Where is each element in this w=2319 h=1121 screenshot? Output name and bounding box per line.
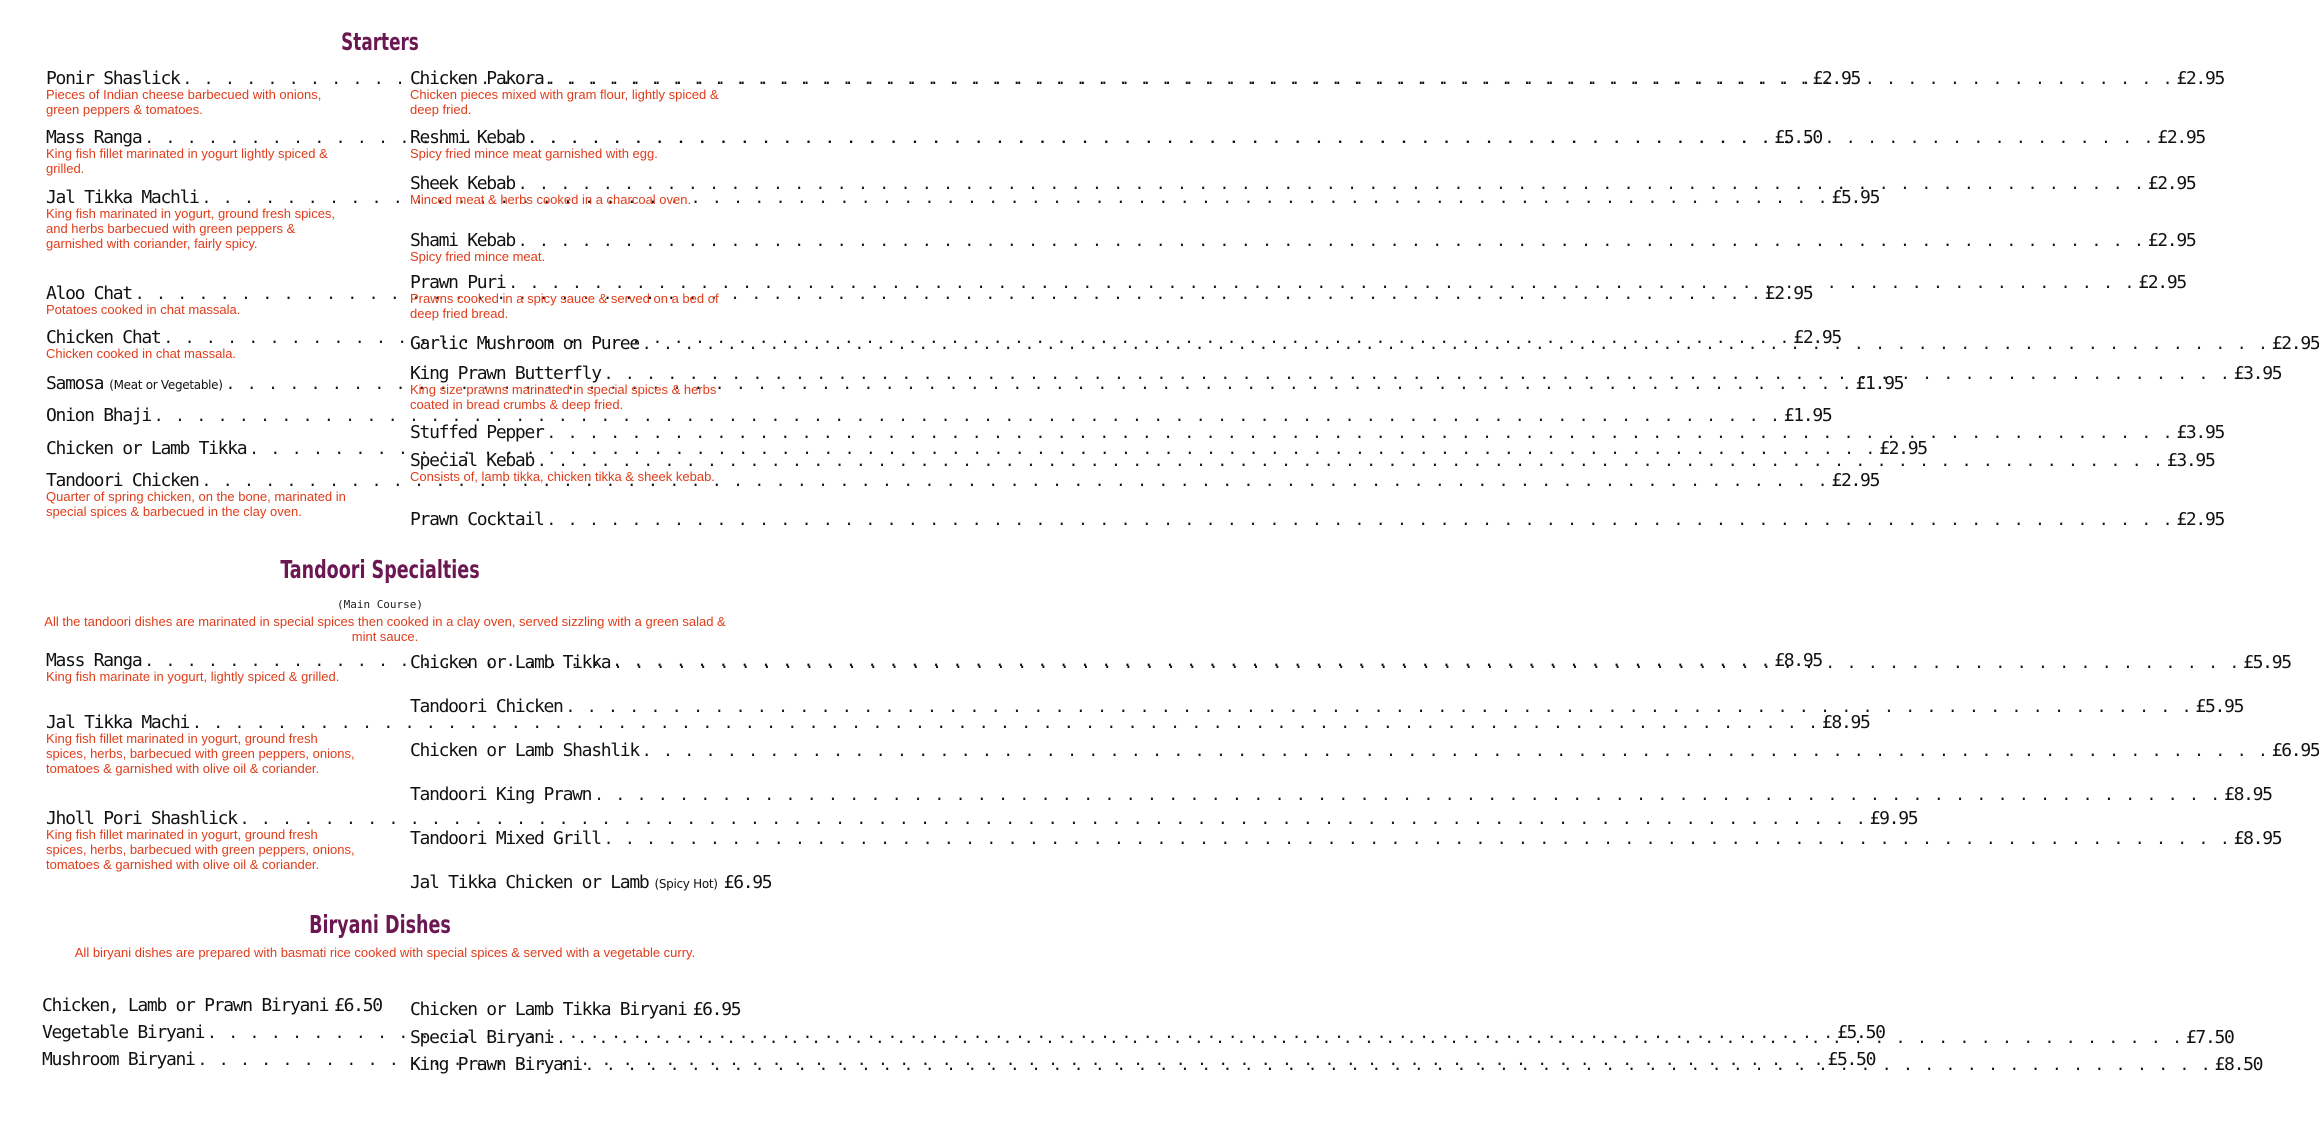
menu-item-price: £2.95 xyxy=(2271,333,2319,354)
menu-item xyxy=(410,230,2196,264)
menu-item-name: Tandoori Mixed Grill xyxy=(410,828,601,849)
menu-item-name: Mushroom Biryani xyxy=(42,1049,195,1070)
menu-item-price: £6.95 xyxy=(723,872,772,893)
menu-item-row xyxy=(410,422,2225,443)
dot-leader xyxy=(518,231,2145,250)
menu-item-price: £2.95 xyxy=(1812,68,1861,89)
menu-item-row xyxy=(46,405,1832,426)
dot-leader xyxy=(604,364,2231,383)
menu-item-row xyxy=(410,999,741,1020)
menu-item-row xyxy=(410,173,2196,194)
dot-leader xyxy=(613,653,2240,672)
menu-item-row xyxy=(410,272,2186,293)
menu-item-row xyxy=(46,712,1870,733)
menu-item-price: £2.95 xyxy=(2176,68,2225,89)
tandoori-heading: Tandoori Specialties xyxy=(280,555,480,584)
menu-item-name: Tandoori Chicken xyxy=(410,696,563,717)
menu-item-name: King Prawn Butterfly xyxy=(410,363,601,384)
dot-leader xyxy=(547,423,2174,442)
menu-item xyxy=(410,333,2319,354)
dot-leader xyxy=(537,451,2164,470)
dot-leader xyxy=(508,273,2135,292)
menu-item-price: £8.95 xyxy=(2233,828,2282,849)
menu-item-row xyxy=(410,784,2272,805)
menu-item-description: King size prawns marinated in special spices & herbs coated in bread crumbs & deep fried. xyxy=(410,382,717,412)
menu-item-price: £5.95 xyxy=(1831,187,1880,208)
menu-item xyxy=(46,438,1927,459)
menu-item xyxy=(410,784,2272,805)
menu-item-price: £3.95 xyxy=(2176,422,2225,443)
menu-item-description: King fish marinated in yogurt, ground fresh spices, and herbs barbecued with green peppers & garnished with coriander, fairly spicy. xyxy=(46,206,336,251)
menu-item-name: Jal Tikka Chicken or Lamb xyxy=(410,872,649,893)
biryani-intro: All biryani dishes are prepared with basmati rice cooked with special spices & served with a vegetable curry. xyxy=(74,945,696,960)
menu-item-description: Consists of, lamb tikka, chicken tikka & sheek kebab. xyxy=(410,469,715,484)
menu-item-row xyxy=(46,283,1813,304)
menu-item-price: £1.95 xyxy=(1855,373,1904,394)
menu-item-row xyxy=(410,68,2225,89)
menu-item-description: Pieces of Indian cheese barbecued with onions, green peppers & tomatoes. xyxy=(46,87,322,117)
menu-item-description: Spicy fried mince meat. xyxy=(410,249,546,264)
menu-item-name: Reshmi Kebab xyxy=(410,127,525,148)
menu-item-price: £8.95 xyxy=(1821,712,1870,733)
menu-item-description: Minced meat & herbs cooked in a charcoal oven. xyxy=(410,192,692,207)
menu-item xyxy=(410,696,2244,717)
dot-leader xyxy=(547,69,2174,88)
dot-leader xyxy=(518,174,2145,193)
menu-item-price: £2.95 xyxy=(1879,438,1927,459)
menu-item-price: £5.50 xyxy=(1774,127,1822,148)
starters-heading: Starters xyxy=(341,28,419,56)
dot-leader xyxy=(594,785,2221,804)
menu-item-name: Tandoori King Prawn xyxy=(410,784,592,805)
menu-item-price: £3.95 xyxy=(2166,450,2215,471)
dot-leader xyxy=(642,334,2269,353)
menu-item-row xyxy=(410,230,2196,251)
menu-item-name: Chicken Pakora xyxy=(410,68,544,89)
menu-item-name: Chicken Chat xyxy=(46,327,161,348)
menu-item-description: Quarter of spring chicken, on the bone, marinated in special spices & barbecued in the clay oven. xyxy=(46,489,346,519)
menu-item-price: £1.95 xyxy=(1783,405,1832,426)
menu-item-price: £2.95 xyxy=(1764,283,1813,304)
menu-item xyxy=(410,272,2186,321)
menu-item-price: £2.95 xyxy=(2147,230,2196,251)
menu-item-name: Aloo Chat xyxy=(46,283,132,304)
menu-item-name: Shami Kebab xyxy=(410,230,515,251)
menu-item xyxy=(410,422,2225,443)
menu-item-price: £6.50 xyxy=(334,995,382,1016)
menu-item-name: Onion Bhaji xyxy=(46,405,151,426)
dot-leader xyxy=(604,829,2231,848)
menu-item-price: £5.50 xyxy=(1827,1049,1876,1070)
menu-item-name: Jal Tikka Machli xyxy=(46,187,199,208)
menu-item-name: Vegetable Biryani xyxy=(42,1022,205,1043)
dot-leader xyxy=(566,697,2193,716)
menu-item-description: Chicken cooked in chat massala. xyxy=(46,346,237,361)
dot-leader xyxy=(556,1028,2183,1047)
menu-item-name: Prawn Cocktail xyxy=(410,509,544,530)
menu-item-name: Prawn Puri xyxy=(410,272,506,293)
menu-item-description: Chicken pieces mixed with gram flour, lightly spiced & deep fried. xyxy=(410,87,719,117)
menu-item-price: £2.95 xyxy=(2157,127,2205,148)
menu-item-price: £6.95 xyxy=(692,999,741,1020)
menu-item-description: King fish marinate in yogurt, lightly spiced & grilled. xyxy=(46,669,340,684)
menu-item-name: Special Biryani xyxy=(410,1027,554,1048)
menu-item-name: Mass Ranga xyxy=(46,127,142,148)
menu-item-price: £5.95 xyxy=(2243,652,2291,673)
menu-item-price: £5.95 xyxy=(2195,696,2244,717)
menu-item-name: Special Kebab xyxy=(410,450,534,471)
tandoori-subtitle: (Main Course) xyxy=(336,598,424,611)
menu-item-price: £9.95 xyxy=(1869,808,1918,829)
menu-item-name: Chicken, Lamb or Prawn Biryani xyxy=(42,995,329,1016)
menu-item-price: £2.95 xyxy=(1793,327,1841,348)
menu-item-row xyxy=(46,808,1918,829)
menu-item-price: £7.50 xyxy=(2185,1027,2234,1048)
menu-item-name: Stuffed Pepper xyxy=(410,422,544,443)
menu-item-description: Spicy fried mince meat garnished with egg. xyxy=(410,146,658,161)
menu-item xyxy=(410,872,772,893)
menu-item xyxy=(410,999,741,1020)
menu-item-price: £8.50 xyxy=(2214,1054,2263,1075)
menu-item xyxy=(42,995,382,1016)
menu-item-row xyxy=(410,828,2282,849)
menu-item-description: King fish fillet marinated in yogurt, ground fresh spices, herbs, barbecued with green peppers, onions, tomatoes & garnished with olive oil & coriander. xyxy=(46,731,355,776)
menu-item-note: (Meat or Vegetable) xyxy=(109,378,223,392)
menu-item-name: Garlic Mushroom on Puree xyxy=(410,333,639,354)
menu-item-name: King Prawn Biryani xyxy=(410,1054,582,1075)
menu-item-name: Chicken or Lamb Tikka xyxy=(410,652,611,673)
menu-item-description: King fish fillet marinated in yogurt, ground fresh spices, herbs, barbecued with green peppers, onions, tomatoes & garnished with olive oil & coriander. xyxy=(46,827,355,872)
menu-item xyxy=(410,828,2282,849)
menu-item-price: £2.95 xyxy=(2176,509,2225,530)
menu-item-price: £3.95 xyxy=(2233,363,2282,384)
dot-leader xyxy=(240,809,1867,828)
biryani-heading: Biryani Dishes xyxy=(309,910,451,939)
dot-leader xyxy=(527,128,2154,147)
menu-item-name: Sheek Kebab xyxy=(410,173,515,194)
menu-item-name: Chicken or Lamb Tikka xyxy=(46,438,247,459)
menu-item-name: Mass Ranga xyxy=(46,650,142,671)
menu-item-row xyxy=(42,995,382,1016)
menu-item-price: £5.50 xyxy=(1836,1022,1885,1043)
menu-item-row xyxy=(46,438,1927,459)
menu-item-price: £2.95 xyxy=(2147,173,2196,194)
menu-item-price: £2.95 xyxy=(1831,470,1880,491)
menu-item-name: Ponir Shaslick xyxy=(46,68,180,89)
dot-leader xyxy=(585,1055,2212,1074)
menu-item-name: Jal Tikka Machi xyxy=(46,712,190,733)
menu-item-note: (Spicy Hot) xyxy=(654,877,718,891)
menu-item-row xyxy=(410,450,2215,471)
menu-item-description: Prawns cooked in a spicy sauce & served on a bed of deep fried bread. xyxy=(410,291,719,321)
menu-item xyxy=(410,740,2319,761)
menu-item-row xyxy=(410,740,2319,761)
menu-item-row xyxy=(410,696,2244,717)
menu-item xyxy=(410,509,2225,530)
menu-item-price: £8.95 xyxy=(1774,650,1822,671)
menu-item-name: Chicken or Lamb Tikka Biryani xyxy=(410,999,687,1020)
menu-item-description: Potatoes cooked in chat massala. xyxy=(46,302,241,317)
menu-item-price: £8.95 xyxy=(2224,784,2272,805)
tandoori-intro: All the tandoori dishes are marinated in special spices then cooked in a clay oven, served sizzling with a green salad & mint sauce. xyxy=(44,614,726,644)
menu-item-row xyxy=(410,333,2319,354)
menu-item-name: Samosa xyxy=(46,373,104,394)
menu-item-name: Chicken or Lamb Shashlik xyxy=(410,740,639,761)
menu-item-name: Jholl Pori Shashlick xyxy=(46,808,237,829)
menu-item-row xyxy=(410,509,2225,530)
menu-item-row xyxy=(410,872,772,893)
menu-item-price: £6.95 xyxy=(2271,740,2319,761)
menu-item-name: Tandoori Chicken xyxy=(46,470,199,491)
menu-item-price: £2.95 xyxy=(2138,272,2186,293)
dot-leader xyxy=(547,510,2174,529)
menu-item xyxy=(410,68,2225,117)
dot-leader xyxy=(642,741,2269,760)
menu-item xyxy=(46,405,1832,426)
menu-item-description: King fish fillet marinated in yogurt lightly spiced & grilled. xyxy=(46,146,328,176)
